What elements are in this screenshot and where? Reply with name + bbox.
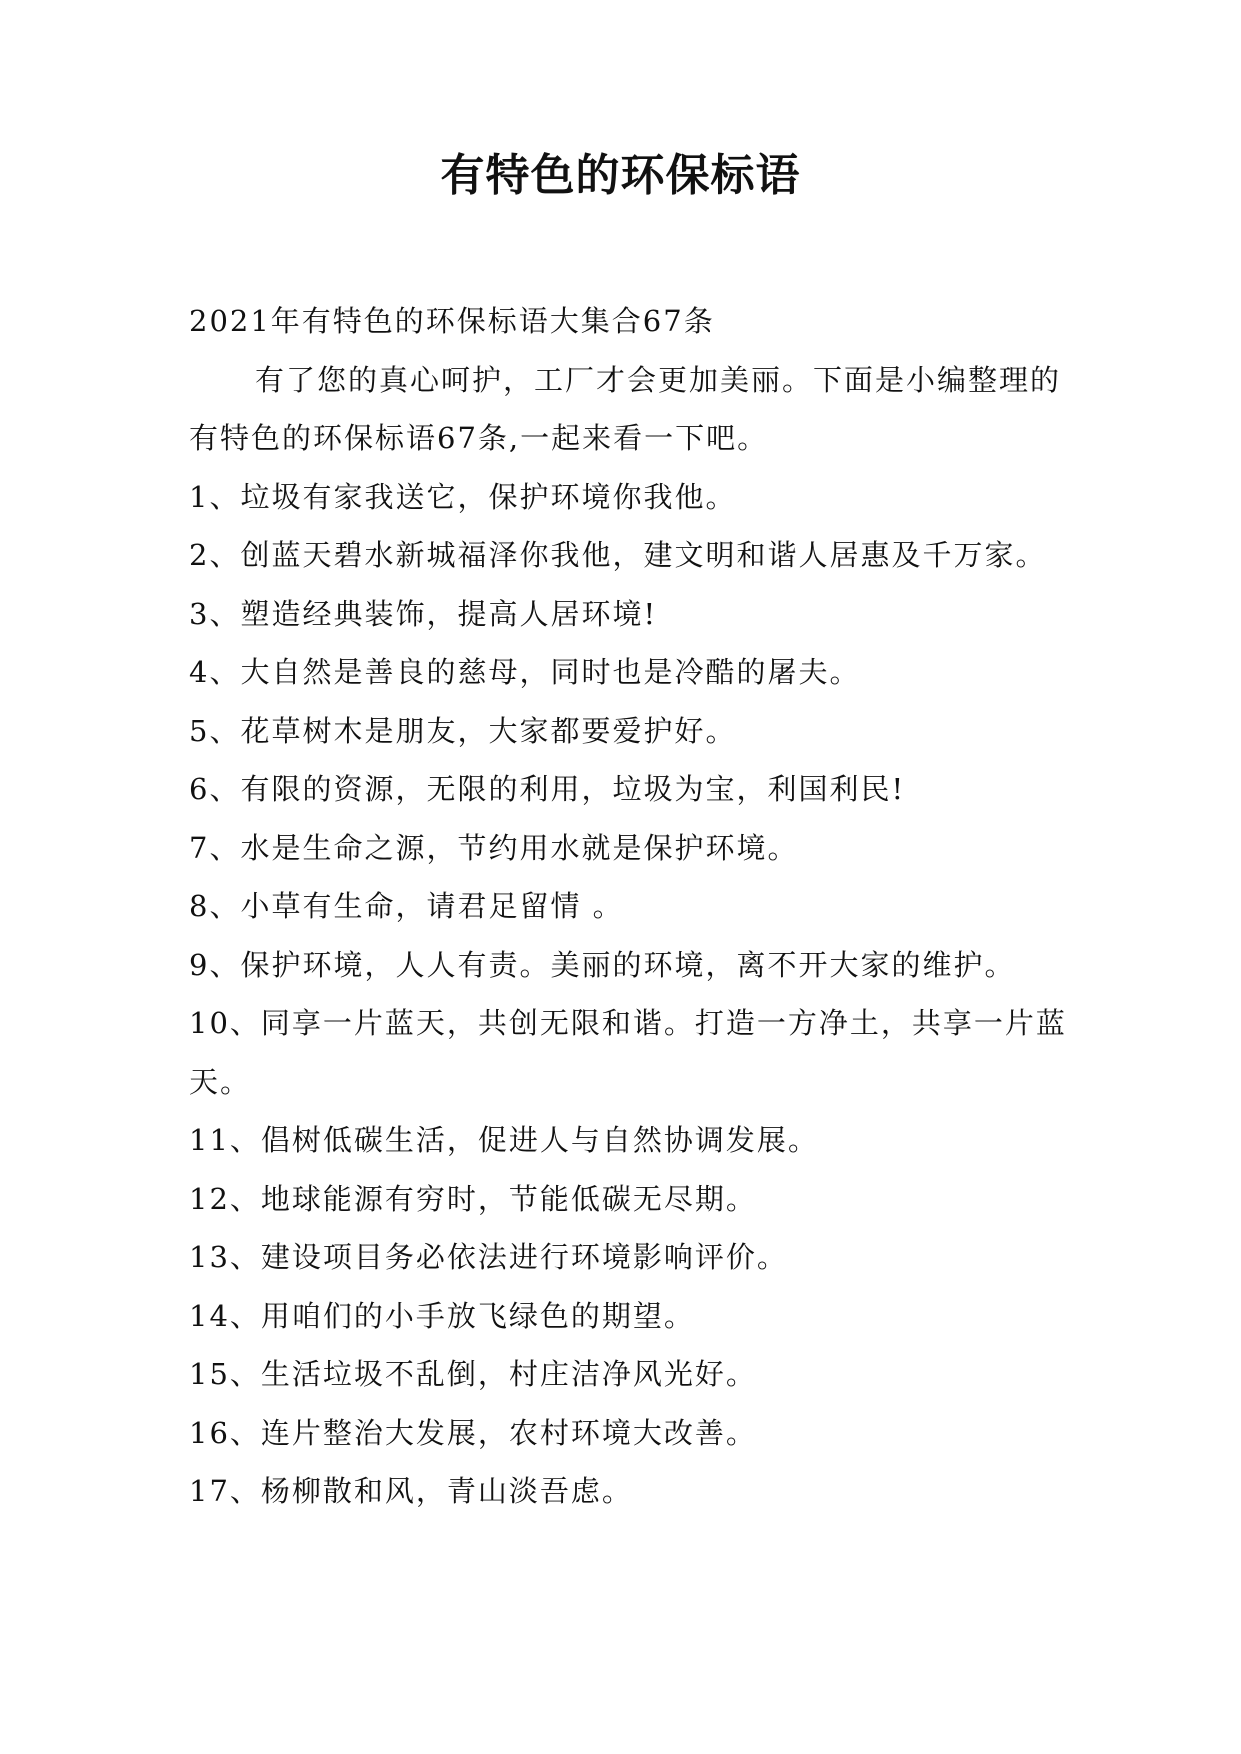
slogan-item: 1、垃圾有家我送它，保护环境你我他。 (189, 479, 737, 514)
slogan-item: 17、杨柳散和风，青山淡吾虑。 (189, 1474, 633, 1508)
slogan-item: 3、塑造经典装饰，提高人居环境! (189, 596, 658, 631)
slogan-item: 9、保护环境，人人有责。美丽的环境，离不开大家的维护。 (189, 947, 1016, 982)
slogan-item: 10、同享一片蓝天，共创无限和谐。打造一方净土，共享一片蓝天。 (189, 1006, 1067, 1099)
slogan-item: 14、用咱们的小手放飞绿色的期望。 (189, 1298, 695, 1333)
slogan-item: 6、有限的资源，无限的利用，垃圾为宝，利国利民! (189, 772, 906, 806)
slogan-item: 11、倡树低碳生活，促进人与自然协调发展。 (189, 1123, 819, 1157)
document-body (189, 292, 1069, 1521)
slogan-item: 15、生活垃圾不乱倒，村庄洁净风光好。 (189, 1357, 757, 1391)
slogan-item: 2、创蓝天碧水新城福泽你我他，建文明和谐人居惠及千万家。 (189, 538, 1047, 572)
document-title: 有特色的环保标语 (440, 150, 801, 201)
intro-paragraph: 有了您的真心呵护，工厂才会更加美丽。下面是小编整理的有特色的环保标语67条,一起来看一下吧。 (189, 362, 1062, 455)
slogan-item: 8、小草有生命，请君足留情 。 (189, 889, 624, 923)
slogan-item: 4、大自然是善良的慈母，同时也是冷酷的屠夫。 (189, 655, 861, 689)
slogan-item: 16、连片整治大发展，农村环境大改善。 (189, 1415, 757, 1450)
document-subtitle: 2021年有特色的环保标语大集合67条 (189, 304, 715, 338)
slogan-item: 12、地球能源有穷时，节能低碳无尽期。 (189, 1181, 757, 1216)
slogan-item: 13、建设项目务必依法进行环境影响评价。 (189, 1240, 788, 1274)
slogan-item: 5、花草树木是朋友，大家都要爱护好。 (189, 713, 737, 748)
slogan-item: 7、水是生命之源，节约用水就是保护环境。 (189, 830, 799, 865)
